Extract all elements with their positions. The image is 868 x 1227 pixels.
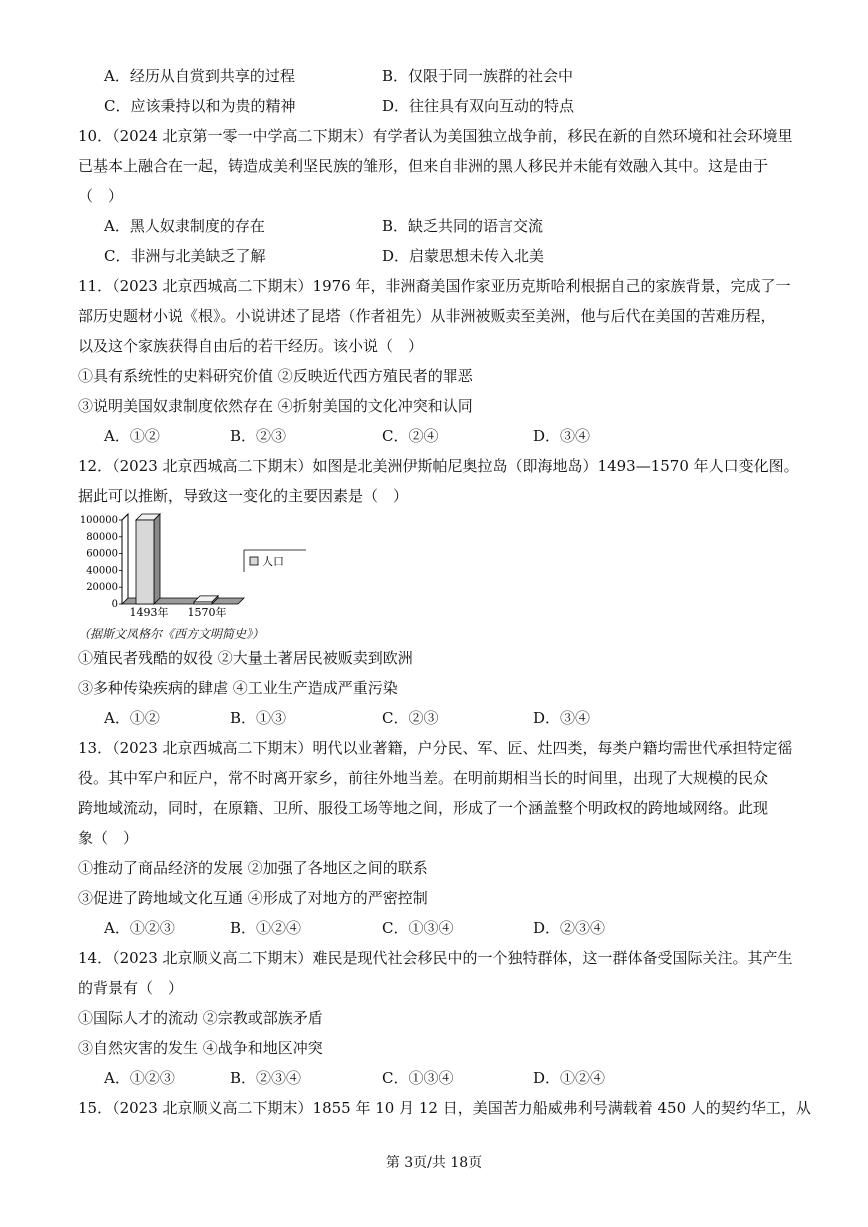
q11-option-a: A．①② bbox=[104, 427, 160, 445]
q14-option-d: D．①②④ bbox=[533, 1069, 606, 1087]
q13-option-d: D．②③④ bbox=[533, 919, 606, 937]
q12-item-line-1: ①殖民者残酷的奴役 ②大量土著居民被贩卖到欧洲 bbox=[78, 649, 413, 667]
legend-swatch bbox=[250, 557, 258, 565]
q9-option-c: C．应该秉持以和为贵的精神 bbox=[104, 97, 296, 115]
q12-option-d: D．③④ bbox=[533, 709, 591, 727]
bar-side bbox=[154, 514, 160, 604]
q9-option-b: B．仅限于同一族群的社会中 bbox=[382, 67, 574, 85]
legend-label: 人口 bbox=[262, 555, 284, 568]
q10-stem-line-1: 10．（2024 北京第一零一中学高二下期末）有学者认为美国独立战争前，移民在新的自然环境和社会环境里 bbox=[78, 127, 793, 145]
q13-option-c: C．①③④ bbox=[382, 919, 454, 937]
q11-option-b: B．②③ bbox=[230, 427, 287, 445]
q12-stem-line-2: 据此可以推断，导致这一变化的主要因素是（ ） bbox=[78, 487, 409, 505]
q14-option-c: C．①③④ bbox=[382, 1069, 454, 1087]
q14-option-a: A．①②③ bbox=[104, 1069, 175, 1087]
x-tick-label: 1570年 bbox=[187, 606, 227, 619]
q10-stem-line-3: （ ） bbox=[78, 187, 124, 205]
q11-option-c: C．②④ bbox=[382, 427, 439, 445]
q10-option-d: D．启蒙思想未传入北美 bbox=[382, 247, 545, 265]
q12-option-a: A．①② bbox=[104, 709, 160, 727]
q11-option-d: D．③④ bbox=[533, 427, 591, 445]
bar bbox=[194, 602, 212, 604]
q9-option-a: A．经历从自赏到共享的过程 bbox=[104, 67, 295, 85]
q14-stem-line-1: 14．（2023 北京顺义高二下期末）难民是现代社会移民中的一个独特群体，这一群体备受国际关注。其产生 bbox=[78, 949, 793, 967]
x-tick-label: 1493年 bbox=[129, 606, 169, 619]
q12-option-b: B．①③ bbox=[230, 709, 287, 727]
q15-stem-line-1: 15．（2023 北京顺义高二下期末）1855 年 10 月 12 日，美国苦力船威弗利号满载着 450 人的契约华工，从 bbox=[78, 1099, 811, 1117]
q13-stem-line-1: 13．（2023 北京西城高二下期末）明代以业著籍，户分民、军、匠、灶四类，每类户籍均需世代承担特定徭 bbox=[78, 739, 793, 757]
q11-stem-line-1: 11．（2023 北京西城高二下期末）1976 年，非洲裔美国作家亚历克斯哈利根据自己的家族背景，完成了一 bbox=[78, 277, 791, 295]
chart-caption: （据斯文凤格尔《西方文明简史》） bbox=[78, 627, 265, 641]
q13-stem-line-2: 役。其中军户和匠户，常不时离开家乡，前往外地当差。在明前期相当长的时间里，出现了大规模的民众 bbox=[78, 769, 769, 787]
population-chart bbox=[70, 510, 310, 640]
bar bbox=[136, 520, 154, 604]
q9-option-d: D．往往具有双向互动的特点 bbox=[382, 97, 575, 115]
q12-item-line-2: ③多种传染疾病的肆虐 ④工业生产造成严重污染 bbox=[78, 679, 398, 697]
q11-stem-line-2: 部历史题材小说《根》。小说讲述了昆塔（作者祖先）从非洲被贩卖至美洲，他与后代在美国的苦难历程， bbox=[78, 307, 776, 325]
q13-stem-line-4: 象（ ） bbox=[78, 829, 139, 847]
q13-stem-line-3: 跨地域流动，同时，在原籍、卫所、服役工场等地之间，形成了一个涵盖整个明政权的跨地域网络。此现 bbox=[78, 799, 769, 817]
q14-item-line-2: ③自然灾害的发生 ④战争和地区冲突 bbox=[78, 1039, 323, 1057]
q10-option-a: A．黑人奴隶制度的存在 bbox=[104, 217, 265, 235]
q11-item-line-2: ③说明美国奴隶制度依然存在 ④折射美国的文化冲突和认同 bbox=[78, 397, 473, 415]
q11-item-line-1: ①具有系统性的史料研究价值 ②反映近代西方殖民者的罪恶 bbox=[78, 367, 473, 385]
y-tick-label: 60000 bbox=[86, 548, 118, 560]
y-tick-label: 80000 bbox=[86, 531, 118, 543]
q10-option-b: B．缺乏共同的语言交流 bbox=[382, 217, 544, 235]
chart-wall bbox=[122, 514, 128, 604]
q13-option-b: B．①②④ bbox=[230, 919, 302, 937]
q10-stem-line-2: 已基本上融合在一起，铸造成美利坚民族的雏形，但来自非洲的黑人移民并未能有效融入其中。这是由于 bbox=[78, 157, 769, 175]
q14-stem-line-2: 的背景有（ ） bbox=[78, 979, 184, 997]
q14-item-line-1: ①国际人才的流动 ②宗教或部族矛盾 bbox=[78, 1009, 323, 1027]
q12-option-c: C．②③ bbox=[382, 709, 439, 727]
q13-item-line-1: ①推动了商品经济的发展 ②加强了各地区之间的联系 bbox=[78, 859, 428, 877]
y-tick-label: 0 bbox=[111, 599, 118, 610]
y-tick-label: 100000 bbox=[79, 515, 118, 526]
q14-option-b: B．②③④ bbox=[230, 1069, 302, 1087]
q13-item-line-2: ③促进了跨地域文化互通 ④形成了对地方的严密控制 bbox=[78, 889, 428, 907]
q10-option-c: C．非洲与北美缺乏了解 bbox=[104, 247, 266, 265]
q13-option-a: A．①②③ bbox=[104, 919, 175, 937]
q11-stem-line-3: 以及这个家族获得自由后的若干经历。该小说（ ） bbox=[78, 337, 424, 355]
y-tick-label: 20000 bbox=[86, 582, 118, 594]
page-footer: 第 3页/共 18页 bbox=[385, 1155, 483, 1171]
q12-stem-line-1: 12．（2023 北京西城高二下期末）如图是北美洲伊斯帕尼奥拉岛（即海地岛）1493—1570 年人口变化图。 bbox=[78, 457, 799, 475]
y-tick-label: 40000 bbox=[86, 565, 118, 577]
